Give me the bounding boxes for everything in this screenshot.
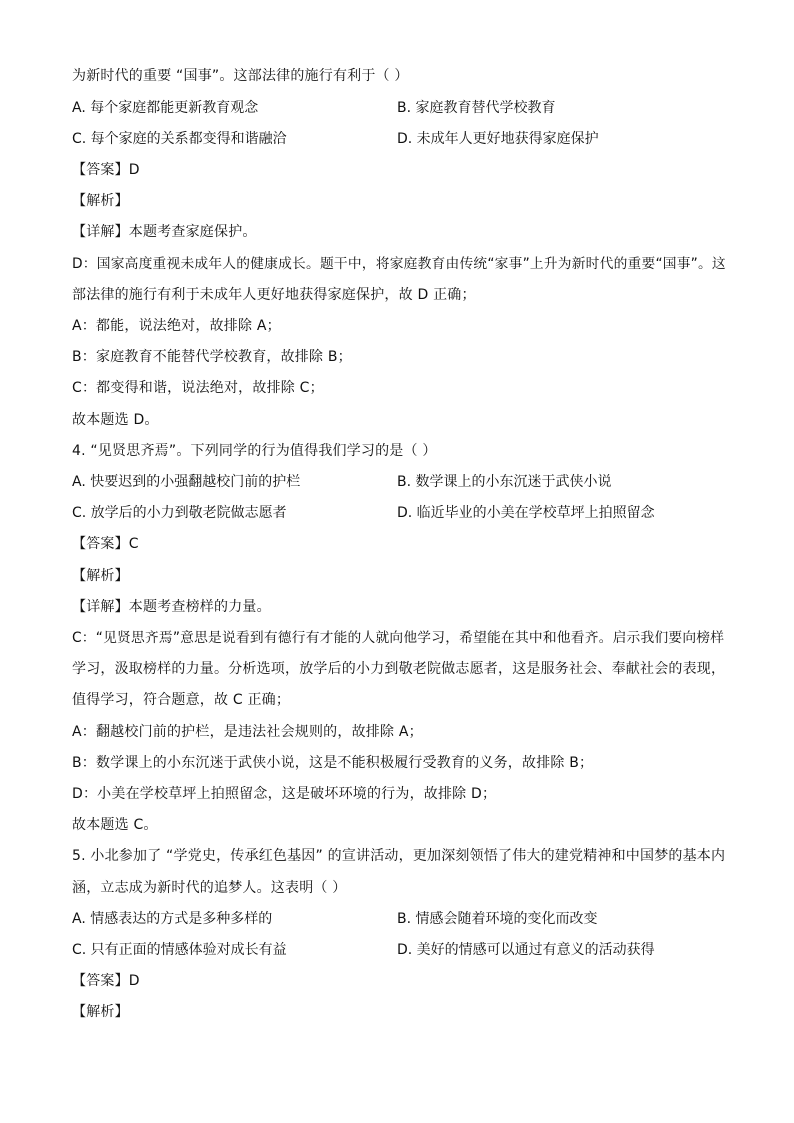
q5-option-c: C. 只有正面的情感体验对成长有益 — [72, 942, 287, 958]
q4-option-b: B. 数学课上的小东沉迷于武侠小说 — [397, 474, 612, 490]
q4-analysis-label: 【解析】 — [72, 568, 129, 584]
q5-option-b: B. 情感会随着环境的变化而改变 — [397, 911, 598, 927]
q4-option-c: C. 放学后的小力到敬老院做志愿者 — [72, 505, 287, 521]
q5-stem-1: 5. 小北参加了 “学党史，传承红色基因” 的宣讲活动，更加深刻领悟了伟大的建党精神和中国梦的基本内 — [72, 848, 726, 864]
q4-conclusion: 故本题选 C。 — [72, 817, 158, 833]
q3-explain-a: A：都能，说法绝对，故排除 A； — [72, 318, 281, 334]
q5-analysis-label: 【解析】 — [72, 1004, 129, 1020]
q4-answer: 【答案】C — [72, 536, 139, 552]
q4-explain-b: B：数学课上的小东沉迷于武侠小说，这是不能积极履行受教育的义务，故排除 B； — [72, 755, 594, 771]
q3-option-b: B. 家庭教育替代学校教育 — [397, 100, 556, 116]
q3-analysis-label: 【解析】 — [72, 193, 129, 209]
q3-explain-1: D：国家高度重视未成年人的健康成长。题干中，将家庭教育由传统“家事”上升为新时代的重要“国事”。这 — [72, 256, 726, 272]
q4-explain-1: C：“见贤思齐焉”意思是说看到有德行有才能的人就向他学习，希望能在其中和他看齐。启示我们要向榜样 — [72, 630, 725, 646]
q3-option-c: C. 每个家庭的关系都变得和谐融洽 — [72, 131, 287, 147]
q3-option-a: A. 每个家庭都能更新教育观念 — [72, 100, 259, 116]
q5-option-a: A. 情感表达的方式是多种多样的 — [72, 911, 273, 927]
q4-explain-3: 值得学习，符合题意，故 C 正确； — [72, 692, 291, 708]
q4-explain-d: D：小美在学校草坪上拍照留念，这是破坏环境的行为，故排除 D； — [72, 786, 497, 802]
q4-stem: 4. “见贤思齐焉”。下列同学的行为值得我们学习的是（ ） — [72, 443, 437, 459]
q5-option-d: D. 美好的情感可以通过有意义的活动获得 — [397, 942, 655, 958]
q5-answer: 【答案】D — [72, 973, 140, 989]
q3-option-d: D. 未成年人更好地获得家庭保护 — [397, 131, 599, 147]
q5-stem-2: 涵，立志成为新时代的追梦人。这表明（ ） — [72, 880, 347, 896]
q3-stem-tail: 为新时代的重要 “国事”。这部法律的施行有利于（ ） — [72, 68, 409, 84]
q4-explain-2: 学习，汲取榜样的力量。分析选项，放学后的小力到敬老院做志愿者，这是服务社会、奉献社会的表现， — [72, 661, 726, 677]
q3-explain-2: 部法律的施行有利于未成年人更好地获得家庭保护，故 D 正确； — [72, 287, 476, 303]
q3-detail: 【详解】本题考查家庭保护。 — [72, 224, 257, 240]
q4-explain-a: A：翻越校门前的护栏，是违法社会规则的，故排除 A； — [72, 724, 423, 740]
q4-option-a: A. 快要迟到的小强翻越校门前的护栏 — [72, 474, 301, 490]
q3-explain-b: B：家庭教育不能替代学校教育，故排除 B； — [72, 349, 352, 365]
q3-answer: 【答案】D — [72, 162, 140, 178]
q4-option-d: D. 临近毕业的小美在学校草坪上拍照留念 — [397, 505, 655, 521]
q4-detail: 【详解】本题考查榜样的力量。 — [72, 599, 271, 615]
q3-explain-c: C：都变得和谐，说法绝对，故排除 C； — [72, 380, 324, 396]
q3-conclusion: 故本题选 D。 — [72, 412, 159, 428]
